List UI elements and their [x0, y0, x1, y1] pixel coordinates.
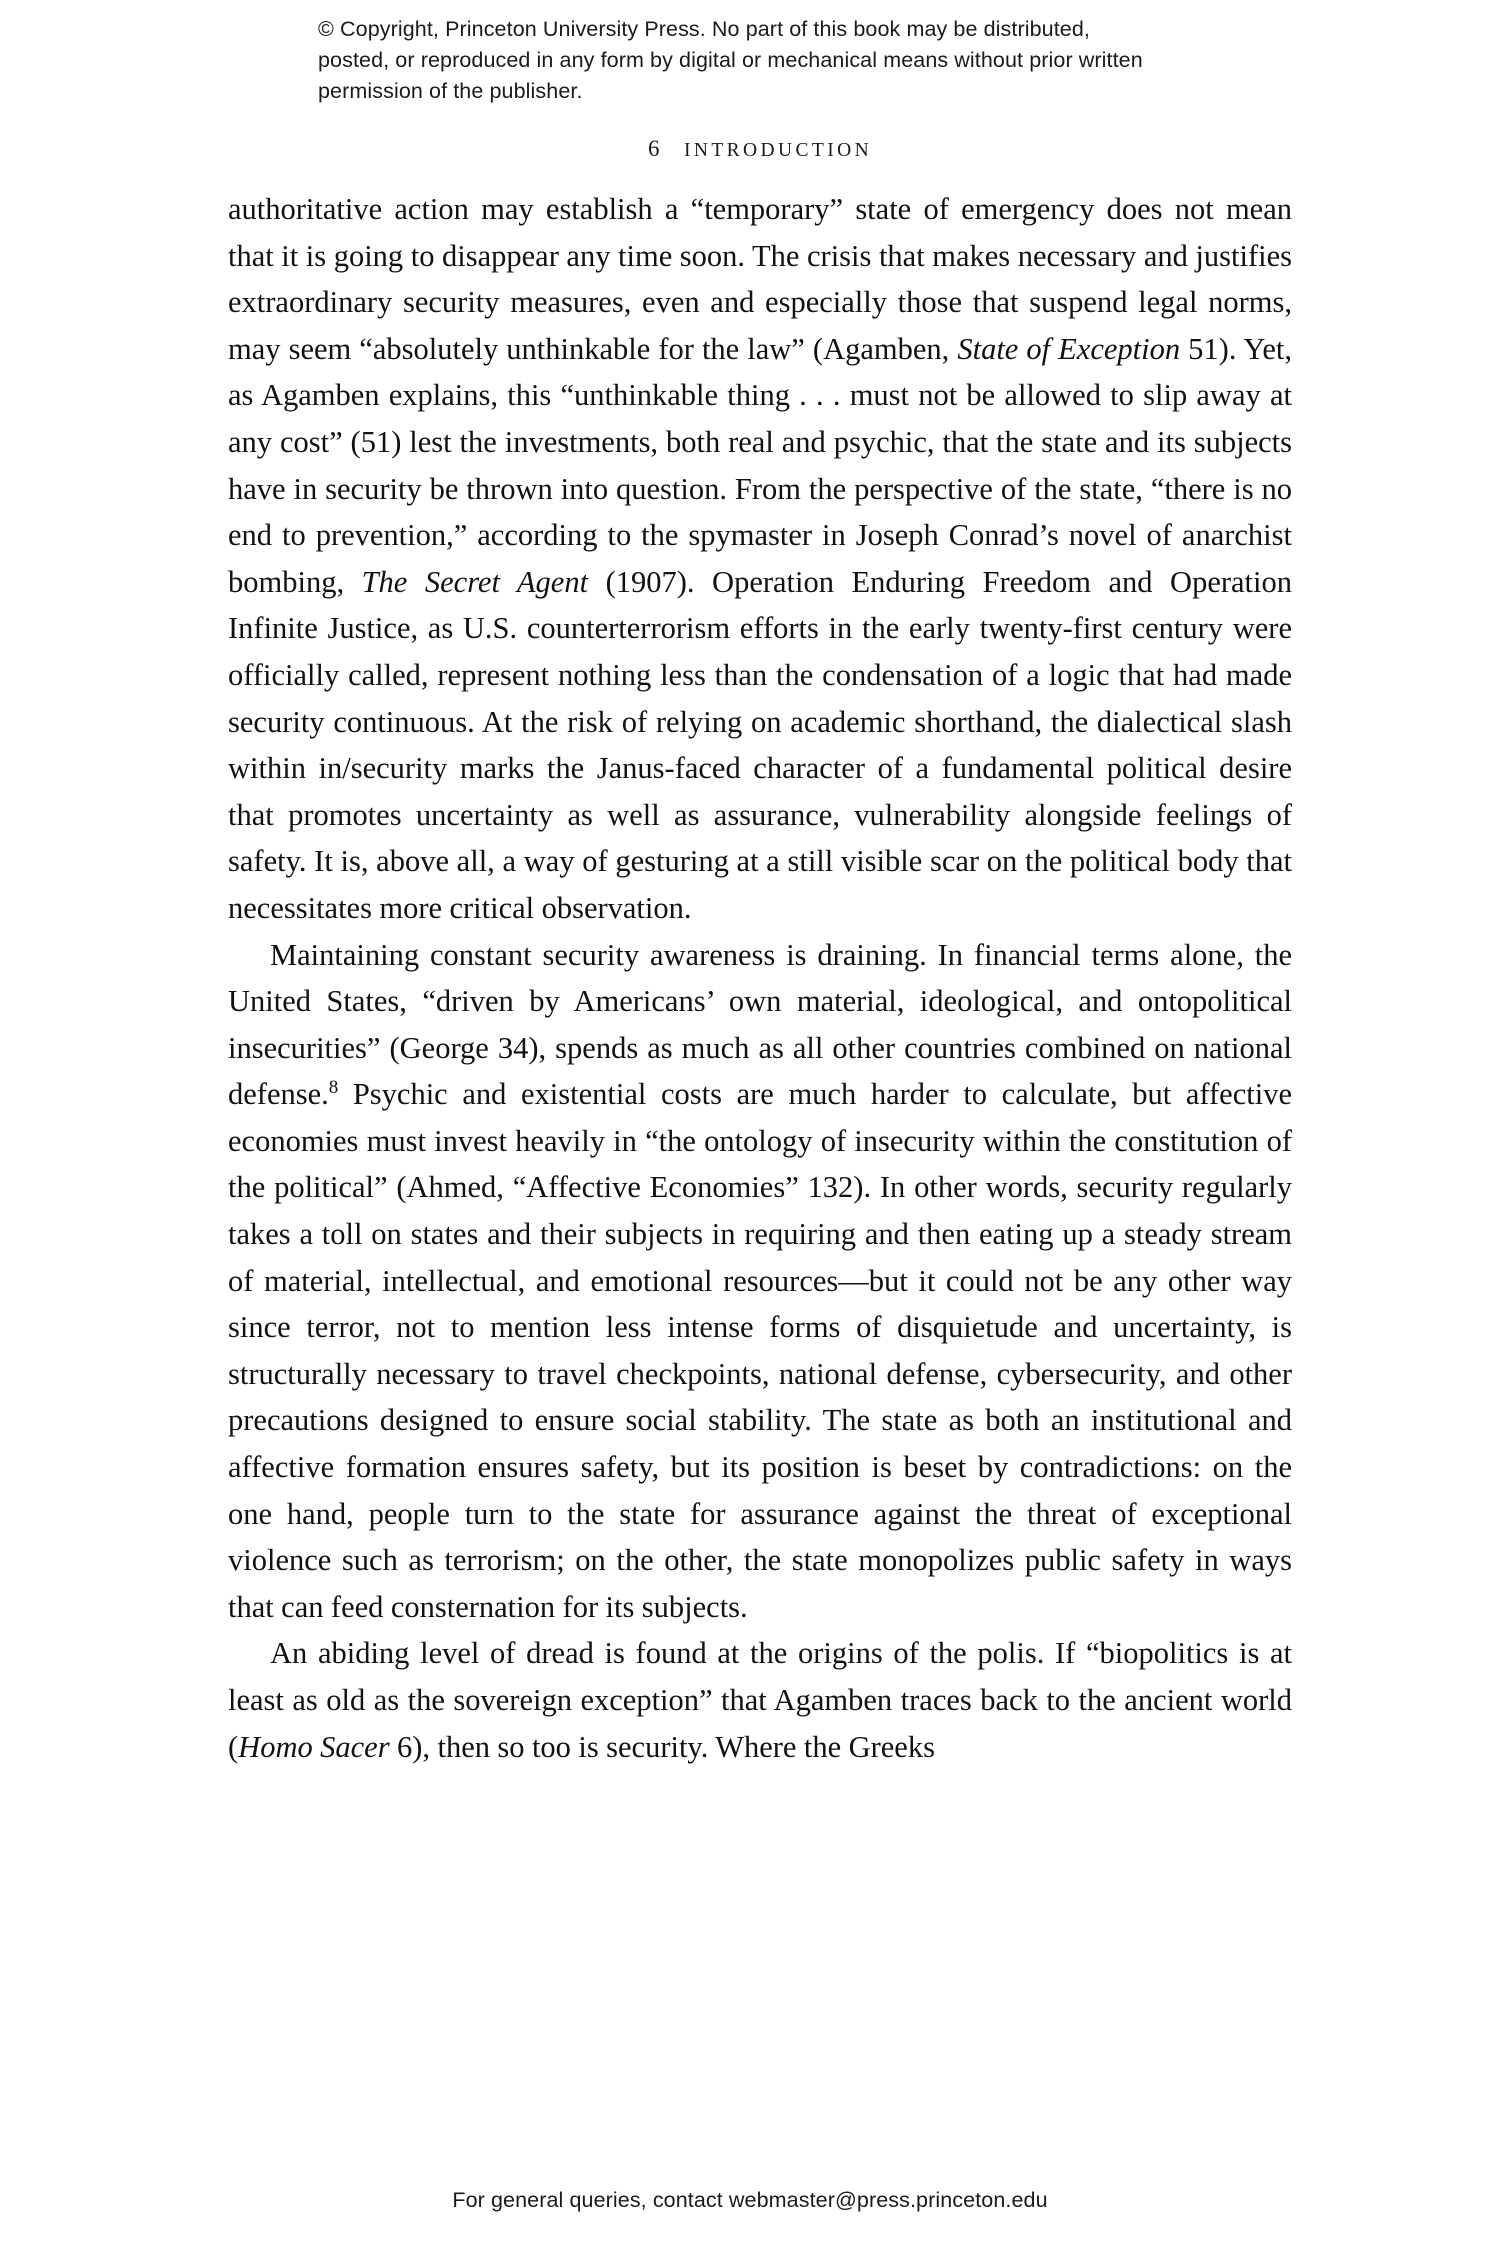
body-text-block [228, 186, 1292, 1770]
page-number: 6 [647, 136, 660, 161]
body-paragraph: Maintaining constant security awareness is draining. In financial terms alone, the United States, “driven by Americans’ own material, ideological, and ontopolitical insecurities” (George 34), spends as much as all other countries combined on national defense.$^8$ Psychic and existential costs are much harder to calculate, but affective economies must invest heavily in “the ontology of insecurity within the constitution of the political” (Ahmed, “Affective Economies” 132). In other words, security regularly takes a toll on states and their subjects in requiring and then eating up a steady stream of material, intellectual, and emotional resources—but it could not be any other way since terror, not to mention less intense forms of disquietude and uncertainty, is structurally necessary to travel checkpoints, national defense, cybersecurity, and other precautions designed to ensure social stability. The state as both an institutional and affective formation ensures safety, but its position is beset by contradictions: on the one hand, people turn to the state for assurance against the threat of exceptional violence such as terrorism; on the other, the state monopolizes public safety in ways that can feed consternation for its subjects. [228, 937, 1292, 1624]
body-paragraph: An abiding level of dread is found at the origins of the polis. If “biopolitics is at least as old as the sovereign exception” that Agamben traces back to the ancient world (Homo Sacer 6), then so too is security. Where the Greeks [228, 1636, 1292, 1764]
running-head-title: INTRODUCTION [683, 140, 873, 161]
copyright-notice: © Copyright, Princeton University Press. No part of this book may be distributed, posted, or reproduced in any form by digital or mechanical means without prior written permission of the publisher. [318, 17, 1143, 103]
running-head [228, 136, 1292, 162]
body-paragraph: authoritative action may establish a “temporary” state of emergency does not mean that it is going to disappear any time soon. The crisis that makes necessary and justifies extraordinary security measures, even and especially those that suspend legal norms, may seem “absolutely unthinkable for the law” (Agamben, State of Exception 51). Yet, as Agamben explains, this “unthinkable thing . . . must not be allowed to slip away at any cost” (51) lest the investments, both real and psychic, that the state and its subjects have in security be thrown into question. From the perspective of the state, “there is no end to prevention,” according to the spymaster in Joseph Conrad’s novel of anarchist bombing, The Secret Agent (1907). Operation Enduring Freedom and Operation Infinite Justice, as U.S. counterterrorism efforts in the early twenty-first century were officially called, represent nothing less than the condensation of a logic that had made security continuous. At the risk of relying on academic shorthand, the dialectical slash within in/security marks the Janus-faced character of a fundamental political desire that promotes uncertainty as well as assurance, vulnerability alongside feelings of safety. It is, above all, a way of gesturing at a still visible scar on the political body that necessitates more critical observation. [228, 192, 1293, 925]
page-footer: For general queries, contact webmaster@press.princeton.edu [452, 2188, 1048, 2212]
